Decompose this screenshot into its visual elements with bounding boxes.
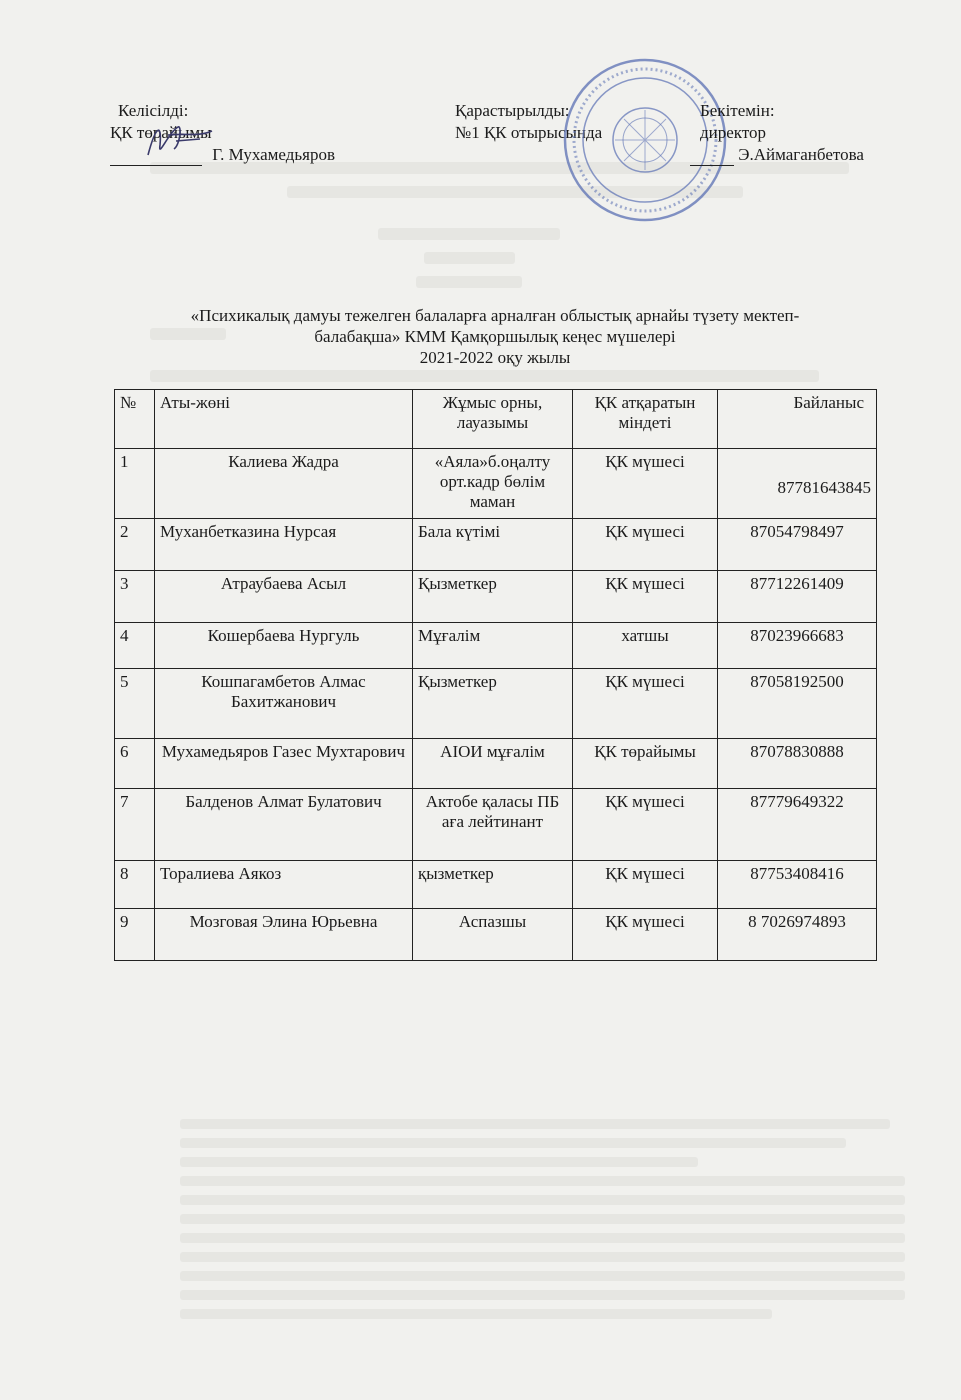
cell-num: 6 — [115, 739, 155, 789]
cell-num: 5 — [115, 669, 155, 739]
cell-role: ҚК мүшесі — [573, 449, 718, 519]
approval-right-name: Э.Аймаганбетова — [738, 145, 864, 164]
header-num: № — [115, 390, 155, 449]
cell-phone: 87054798497 — [718, 519, 877, 571]
title-line-2: балабақша» КММ Қамқоршылық кеңес мүшелері — [314, 327, 676, 346]
cell-name: Калиева Жадра — [155, 449, 413, 519]
title-line-1: «Психикалық дамуы тежелген балаларға арналған облыстық арнайы түзету мектеп- — [190, 306, 800, 325]
table-header-row — [115, 390, 877, 449]
cell-role: ҚК мүшесі — [573, 789, 718, 861]
table-row — [115, 623, 877, 669]
cell-name: Кошпагамбетов Алмас Бахитжанович — [155, 669, 413, 739]
table-row — [115, 739, 877, 789]
cell-name: Кошербаева Нургуль — [155, 623, 413, 669]
cell-role: ҚК мүшесі — [573, 571, 718, 623]
cell-name: Мухамедьяров Газес Мухтарович — [155, 739, 413, 789]
cell-phone: 87753408416 — [718, 861, 877, 909]
cell-num: 3 — [115, 571, 155, 623]
approval-middle-meeting: №1 ҚК отырысында — [455, 123, 603, 142]
cell-job: Бала күтімі — [413, 519, 573, 571]
cell-phone: 87078830888 — [718, 739, 877, 789]
table-row — [115, 789, 877, 861]
approval-left — [110, 100, 335, 166]
table-row — [115, 909, 877, 961]
cell-job: Қызметкер — [413, 571, 573, 623]
cell-job: Қызметкер — [413, 669, 573, 739]
cell-job: Актобе қаласы ПБ аға лейтинант — [413, 789, 573, 861]
cell-num: 2 — [115, 519, 155, 571]
table-row — [115, 669, 877, 739]
title-line-3: 2021-2022 оқу жылы — [419, 348, 571, 367]
header-role: ҚК атқаратын міндеті — [573, 390, 718, 449]
cell-job: Аспазшы — [413, 909, 573, 961]
cell-job: қызметкер — [413, 861, 573, 909]
cell-phone: 87781643845 — [718, 449, 877, 519]
cell-name: Атраубаева Асыл — [155, 571, 413, 623]
cell-role: ҚК мүшесі — [573, 519, 718, 571]
approval-left-name: Г. Мухамедьяров — [212, 145, 336, 164]
cell-num: 1 — [115, 449, 155, 519]
cell-num: 9 — [115, 909, 155, 961]
signature-line-left — [110, 145, 202, 166]
cell-role: ҚК төрайымы — [573, 739, 718, 789]
header-name: Аты-жөні — [155, 390, 413, 449]
handwritten-signature — [138, 115, 218, 165]
cell-job: «Аяла»б.оңалту орт.кадр бөлім маман — [413, 449, 573, 519]
table-row — [115, 519, 877, 571]
cell-num: 7 — [115, 789, 155, 861]
cell-phone: 87023966683 — [718, 623, 877, 669]
approval-left-position: ҚК төрайымы — [110, 123, 212, 142]
cell-num: 4 — [115, 623, 155, 669]
approval-middle-label: Қарастырылды: — [455, 101, 570, 120]
cell-phone: 87779649322 — [718, 789, 877, 861]
approval-right — [700, 100, 864, 166]
document-title — [130, 305, 860, 368]
table-row — [115, 861, 877, 909]
cell-num: 8 — [115, 861, 155, 909]
cell-phone: 87712261409 — [718, 571, 877, 623]
members-table — [114, 389, 877, 961]
cell-role: ҚК мүшесі — [573, 909, 718, 961]
header-contact: Байланыс — [718, 390, 877, 449]
cell-name: Мозговая Элина Юрьевна — [155, 909, 413, 961]
signature-line-right — [690, 145, 734, 166]
table-row — [115, 449, 877, 519]
cell-phone: 8 7026974893 — [718, 909, 877, 961]
cell-role: хатшы — [573, 623, 718, 669]
header-job: Жұмыс орны, лауазымы — [413, 390, 573, 449]
cell-role: ҚК мүшесі — [573, 861, 718, 909]
cell-job: Мұғалім — [413, 623, 573, 669]
approval-right-label: Бекітемін: — [700, 101, 775, 120]
approval-right-position: директор — [700, 123, 767, 142]
cell-name: Торалиева Аякоз — [155, 861, 413, 909]
approval-left-label: Келісілді: — [118, 101, 189, 120]
table-row — [115, 571, 877, 623]
cell-name: Балденов Алмат Булатович — [155, 789, 413, 861]
cell-role: ҚК мүшесі — [573, 669, 718, 739]
cell-phone: 87058192500 — [718, 669, 877, 739]
cell-job: АІОИ мұғалім — [413, 739, 573, 789]
cell-name: Муханбетказина Нурсая — [155, 519, 413, 571]
